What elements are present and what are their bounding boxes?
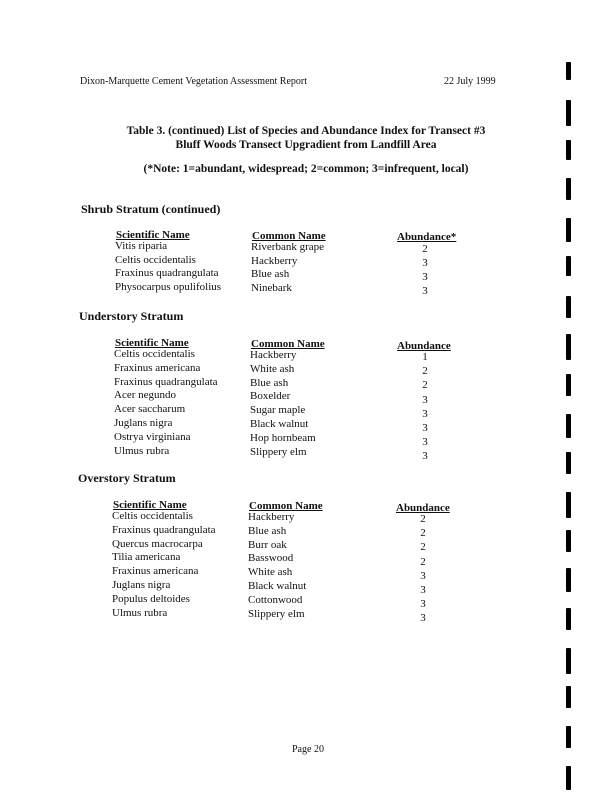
abundance-cell: 1	[422, 351, 428, 363]
edge-mark	[566, 568, 571, 592]
common-name-cell: Black walnut	[250, 418, 309, 430]
scientific-name-cell: Ulmus rubra	[112, 606, 168, 619]
scientific-name-cell: Fraxinus quadrangulata	[112, 523, 216, 536]
abundance-cell: 3	[420, 612, 426, 625]
edge-mark	[566, 296, 571, 318]
abundance-cell: 3	[422, 270, 428, 283]
col-header-abundance: Abundance	[397, 340, 451, 352]
col-header-scientific: Scientific Name	[115, 337, 189, 349]
common-name-cell: Burr oak	[248, 538, 287, 551]
abundance-cell: 3	[422, 256, 428, 269]
common-name-cell: White ash	[248, 566, 293, 579]
scientific-name-cell: Acer negundo	[114, 389, 177, 402]
abundance-cell: 3	[420, 584, 426, 596]
abundance-cell: 2	[420, 555, 426, 568]
common-name-cell: Hackberry	[248, 511, 295, 523]
abundance-cell: 2	[422, 365, 428, 378]
scientific-name-cell: Physocarpus opulifolius	[115, 280, 222, 293]
section-heading-shrub: Shrub Stratum (continued)	[81, 202, 221, 216]
scientific-name-cell: Fraxinus quadrangulata	[114, 375, 218, 388]
scientific-name-cell: Celtis occidentalis	[115, 253, 196, 266]
edge-mark	[566, 218, 571, 242]
scientific-name-cell: Acer saccharum	[114, 403, 186, 416]
edge-mark	[566, 726, 571, 748]
edge-mark	[566, 334, 571, 360]
scientific-name-cell: Juglans nigra	[114, 417, 173, 429]
abundance-cell: 3	[420, 569, 426, 582]
common-name-cell: Black walnut	[248, 580, 307, 592]
section-heading-overstory: Overstory Stratum	[78, 471, 176, 485]
abundance-cell: 3	[422, 393, 428, 406]
common-name-cell: Boxelder	[250, 390, 291, 403]
common-name-cell: Hackberry	[250, 349, 297, 361]
scientific-name-cell: Tilia americana	[112, 551, 181, 564]
scientific-name-cell: Quercus macrocarpa	[112, 537, 203, 550]
abundance-cell: 3	[422, 407, 428, 420]
common-name-cell: Blue ash	[248, 524, 287, 537]
section-heading-understory: Understory Stratum	[79, 309, 184, 323]
col-header-common: Common Name	[251, 338, 325, 350]
col-header-common: Common Name	[249, 500, 323, 512]
common-name-cell: Blue ash	[251, 268, 290, 280]
edge-mark	[566, 256, 571, 276]
common-name-cell: Slippery elm	[248, 607, 305, 620]
common-name-cell: Basswood	[248, 552, 294, 565]
edge-mark	[566, 374, 571, 396]
report-title: Dixon-Marquette Cement Vegetation Assessment Report	[80, 76, 307, 87]
edge-mark	[566, 766, 571, 790]
edge-mark	[566, 648, 571, 674]
common-name-cell: Riverbank grape	[251, 241, 324, 253]
edge-mark	[566, 686, 571, 708]
col-header-scientific: Scientific Name	[116, 229, 190, 241]
abundance-cell: 2	[422, 243, 428, 255]
scientific-name-cell: Ulmus rubra	[114, 444, 170, 457]
col-header-abundance: Abundance*	[397, 231, 457, 243]
common-name-cell: Blue ash	[250, 376, 289, 389]
abundance-cell: 2	[420, 527, 426, 540]
scientific-name-cell: Populus deltoides	[112, 592, 190, 605]
abundance-note: (*Note: 1=abundant, widespread; 2=common; 3=infrequent, local)	[143, 163, 469, 175]
common-name-cell: Sugar maple	[250, 404, 306, 417]
scientific-name-cell: Celtis occidentalis	[114, 348, 195, 360]
scientific-name-cell: Vitis riparia	[115, 240, 168, 252]
edge-mark	[566, 530, 571, 552]
abundance-cell: 2	[420, 513, 426, 525]
edge-mark	[566, 492, 571, 518]
abundance-cell: 3	[420, 598, 426, 611]
scientific-name-cell: Fraxinus americana	[112, 565, 199, 578]
scientific-name-cell: Ostrya virginiana	[114, 430, 191, 443]
scientific-name-cell: Fraxinus quadrangulata	[115, 267, 219, 279]
abundance-cell: 2	[422, 379, 428, 392]
report-date: 22 July 1999	[444, 76, 496, 87]
abundance-cell: 2	[420, 541, 426, 554]
col-header-common: Common Name	[252, 230, 326, 242]
abundance-cell: 3	[422, 284, 428, 297]
col-header-abundance: Abundance	[396, 502, 450, 514]
edge-mark	[566, 62, 571, 80]
abundance-cell: 3	[422, 450, 428, 463]
edge-mark	[566, 608, 571, 630]
table-title-line2: Bluff Woods Transect Upgradient from Landfill Area	[175, 139, 437, 151]
common-name-cell: Slippery elm	[250, 445, 307, 458]
common-name-cell: Hackberry	[251, 254, 298, 267]
edge-mark	[566, 178, 571, 200]
scientific-name-cell: Fraxinus americana	[114, 361, 201, 374]
common-name-cell: Cottonwood	[248, 593, 303, 606]
common-name-cell: Ninebark	[251, 281, 292, 294]
abundance-cell: 3	[422, 422, 428, 434]
table-title-line1: Table 3. (continued) List of Species and Abundance Index for Transect #3	[126, 125, 486, 137]
edge-mark	[566, 452, 571, 474]
edge-mark	[566, 140, 571, 160]
common-name-cell: White ash	[250, 362, 295, 375]
edge-mark	[566, 414, 571, 438]
abundance-cell: 3	[422, 436, 428, 449]
col-header-scientific: Scientific Name	[113, 499, 187, 511]
scientific-name-cell: Celtis occidentalis	[112, 510, 193, 522]
common-name-cell: Hop hornbeam	[250, 431, 316, 444]
edge-mark	[566, 100, 571, 126]
scientific-name-cell: Juglans nigra	[112, 579, 171, 591]
page-number: Page 20	[292, 744, 324, 755]
